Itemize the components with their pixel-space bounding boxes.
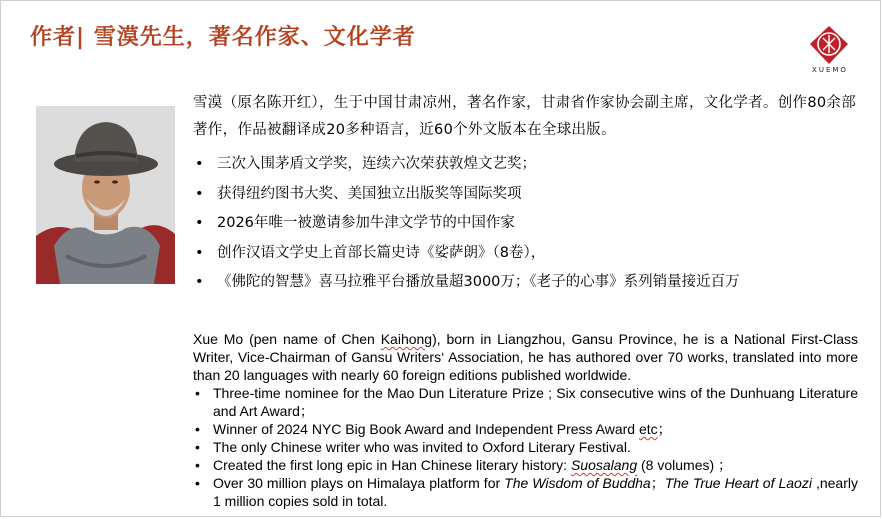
list-item: • 2026年唯一被邀请参加牛津文学节的中国作家 (193, 209, 863, 239)
list-item-text: (8 volumes) ； (637, 457, 733, 473)
list-item-text: ； (657, 421, 672, 437)
list-item-text: ； (650, 475, 665, 491)
list-item-text: ,nearly 1 million copies sold in total. (213, 475, 858, 509)
list-item: • 三次入围茅盾文学奖，连续六次荣获敦煌文艺奖； (193, 150, 863, 180)
list-item-text: Created the first long epic in Han Chinese literary history: (213, 457, 571, 473)
list-item-text: The only Chinese writer who was invited to Oxford Literary Festival. (213, 439, 631, 455)
list-item (193, 384, 858, 420)
logo-wordmark: XUEMO (812, 66, 848, 74)
english-section (193, 330, 858, 510)
list-item (193, 456, 858, 474)
list-item (193, 438, 858, 456)
list-item (193, 420, 858, 438)
book-title: The Wisdom of Buddha (504, 475, 651, 491)
list-item: • 创作汉语文学史上首部长篇史诗《娑萨朗》（8卷）， (193, 239, 863, 269)
intro-text: Xue Mo (pen name of Chen (193, 331, 381, 347)
list-item-text: Winner of 2024 NYC Big Book Award and Independent Press Award (213, 421, 639, 437)
chinese-intro: 雪漠（原名陈开红），生于中国甘肃凉州，著名作家，甘肃省作家协会副主席，文化学者。创作80余部著作，作品被翻译成20多种语言，近60个外文版本在全球出版。 (193, 95, 856, 138)
english-intro (193, 330, 858, 384)
intro-name: Kaihong (380, 331, 433, 347)
list-item-text: Three-time nominee for the Mao Dun Literature Prize ; Six consecutive wins of the Dunhuang Literature and Art Award； (213, 385, 858, 419)
page-title: 作者| 雪漠先生，著名作家、文化学者 (30, 25, 416, 50)
chinese-achievements-list (193, 150, 863, 298)
intro-text: ), born in Liangzhou, Gansu Province, he is a National First-Class Writer, Vice-Chairman of Gansu Writers‘ Association, he has authored over 70 works, translated into more than 20 languages with nearly 60 foreign editions published worldwide. (193, 331, 858, 383)
list-item-text: etc (638, 421, 658, 437)
book-title: The True Heart of Laozi (664, 475, 812, 491)
list-item: • 《佛陀的智慧》喜马拉雅平台播放量超3000万；《老子的心事》系列销量接近百万 (193, 268, 863, 298)
list-item-text: Over 30 million plays on Himalaya platform for (213, 475, 505, 491)
book-title: Suosalang (570, 457, 638, 473)
list-item (193, 474, 858, 510)
english-achievements-list (193, 384, 858, 510)
author-portrait (36, 106, 175, 284)
list-item: • 获得纽约图书大奖、美国独立出版奖等国际奖项 (193, 180, 863, 210)
